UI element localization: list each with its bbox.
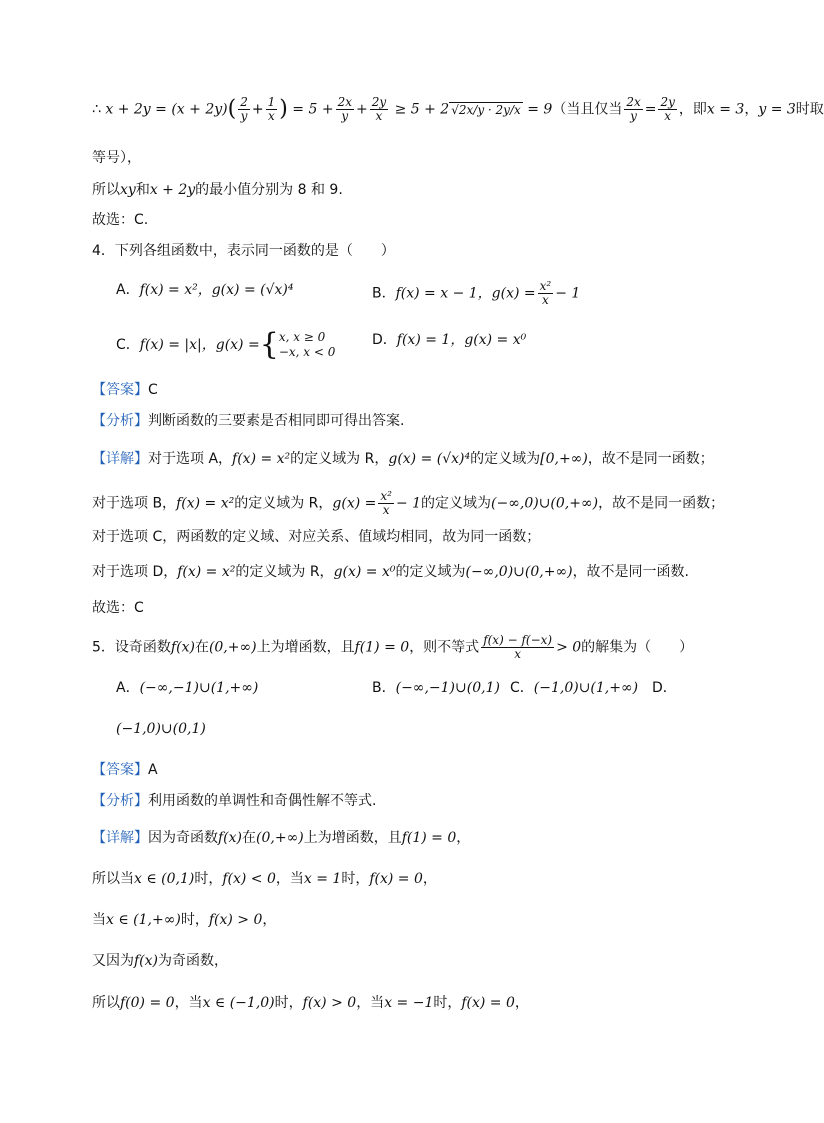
detail-5-line-5: 所以f(0) = 0，当x ∈ (−1,0)时，f(x) > 0，当x = −1时，f(x) = 0，: [92, 995, 529, 1011]
detail-5-line-3: 当x ∈ (1,+∞)时，f(x) > 0，: [92, 912, 277, 928]
math-expr: = 5 +: [292, 101, 334, 118]
detail-4-line-1: 【详解】对于选项 A，f(x) = x²的定义域为 R，g(x) = (√x)⁴的定义域为[0,+∞)，故不是同一函数；: [92, 451, 714, 467]
detail-5-line-4: 又因为f(x)为奇函数，: [92, 953, 229, 969]
text: （当且仅当: [552, 101, 623, 118]
detail-tag: 【详解】: [92, 451, 148, 467]
math-expr: x + 2y = (x + 2y): [105, 101, 228, 118]
detail-5-line-2: 所以当x ∈ (0,1)时，f(x) < 0，当x = 1时，f(x) = 0，: [92, 871, 437, 887]
line-4: 故选：C.: [92, 212, 149, 228]
math-expr: +: [355, 101, 368, 118]
analysis-tag: 【分析】: [92, 413, 148, 429]
q5-option-d: (−1,0)∪(0,1): [116, 721, 206, 737]
fraction: $\frac{2y}{x}$: [660, 95, 675, 123]
q4-option-b: B．f(x) = x − 1，g(x) = $\frac{\text{x²}}{x}$ − 1: [372, 279, 581, 307]
detail-4-line-2: 对于选项 B，f(x) = x²的定义域为 R，g(x) = $\frac{\text{x²}}{x}$ − 1的定义域为(−∞,0)∪(0,+∞)，故不是同一函数；: [92, 489, 725, 517]
line-3: 所以xy和x + 2y的最小值分别为 8 和 9.: [92, 182, 343, 198]
q4-option-c: C．f(x) = |x|，g(x) ={ x, x ≥ 0 −x, x < 0: [116, 327, 336, 362]
therefore-symbol: ∴: [92, 101, 101, 118]
answer-tag: 【答案】: [92, 382, 148, 398]
text: ，: [744, 101, 759, 118]
math-expr: =: [644, 101, 657, 118]
q5-option-b: B．(−∞,−1)∪(0,1): [372, 680, 500, 696]
q5-option-d-label: D．: [652, 680, 677, 696]
q5-option-a: A．(−∞,−1)∪(1,+∞): [116, 680, 259, 696]
q5-option-c: C．(−1,0)∪(1,+∞): [510, 680, 639, 696]
question-4-title: 4．下列各组函数中，表示同一函数的是（ ）: [92, 243, 395, 259]
detail-5-line-1: 【详解】因为奇函数f(x)在(0,+∞)上为增函数，且f(1) = 0，: [92, 830, 471, 846]
q4-option-a: A．f(x) = x²，g(x) = (√x)⁴: [116, 282, 294, 298]
math-expr: = 9: [527, 101, 553, 118]
fraction: $\frac{2x}{y}$: [337, 95, 352, 123]
paren-close: ): [279, 96, 288, 122]
line-1: ∴ x + 2y = (x + 2y)( $\frac{2}{y}$ + $\frac{1}{x}$ ) = 5 + $\frac{2x}{y}$ + $\frac{2y}{x}$ ≥ 5 + 2 √2x/y · 2y/x = 9（当且仅当 $\frac{2x}{y}$ = $\frac{2y}{x}$ ，即x = 3，y = 3时取: [92, 95, 824, 123]
analysis-4: 【分析】判断函数的三要素是否相同即可得出答案.: [92, 413, 405, 429]
q4-option-d: D．f(x) = 1，g(x) = x⁰: [372, 332, 527, 348]
math-expr: y = 3: [758, 101, 796, 118]
answer-5: 【答案】A: [92, 762, 158, 778]
line-2: 等号），: [92, 150, 141, 166]
text: 时取: [795, 101, 824, 118]
detail-4-line-3: 对于选项 C，两函数的定义域、对应关系、值域均相同，故为同一函数；: [92, 529, 541, 545]
detail-4-line-4: 对于选项 D，f(x) = x²的定义域为 R，g(x) = x⁰的定义域为(−∞,0)∪(0,+∞)，故不是同一函数.: [92, 564, 690, 580]
fraction: $\frac{2y}{x}$: [371, 95, 387, 123]
fraction: $\frac{2x}{y}$: [626, 95, 641, 123]
select-4: 故选：C: [92, 600, 144, 616]
sqrt-expr: √2x/y · 2y/x: [451, 102, 521, 117]
text: ，即: [678, 101, 707, 118]
question-5-title: 5．设奇函数f(x)在(0,+∞)上为增函数，且f(1) = 0，则不等式 $\frac{f(x) - f(-x)}{x}$ > 0的解集为（ ）: [92, 633, 694, 661]
fraction: $\frac{1}{x}$: [267, 95, 276, 123]
answer-4: 【答案】C: [92, 382, 158, 398]
fraction: $\frac{2}{y}$: [240, 95, 248, 123]
math-expr: ≥ 5 + 2: [394, 101, 450, 118]
analysis-5: 【分析】利用函数的单调性和奇偶性解不等式.: [92, 793, 377, 809]
paren-open: (: [227, 96, 237, 122]
math-expr: x = 3: [706, 101, 745, 118]
